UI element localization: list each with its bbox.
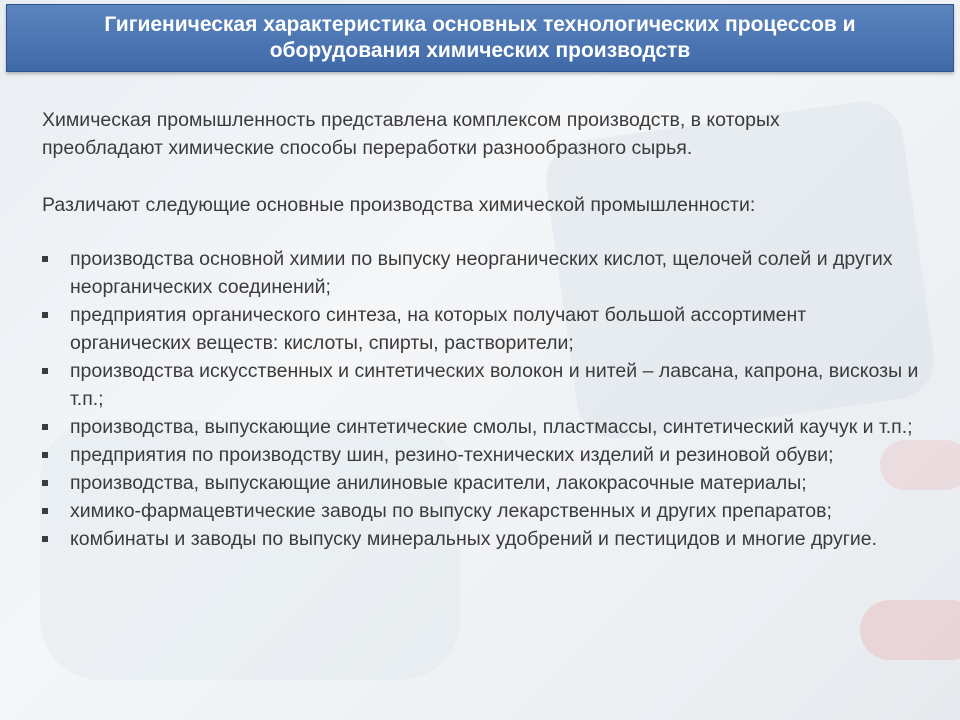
list-item-text: комбинаты и заводы по выпуску минеральных удобрений и пестицидов и многие другие. bbox=[70, 528, 878, 550]
list-item-text: производства, выпускающие синтетические смолы, пластмассы, синтетический каучук и т.п.; bbox=[70, 416, 913, 438]
bullet-icon bbox=[42, 508, 48, 514]
bullet-icon bbox=[42, 256, 48, 262]
slide-body bbox=[42, 106, 922, 553]
slide-title: Гигиеническая характеристика основных технологических процессов и оборудования химических производств bbox=[104, 13, 856, 62]
title-bar bbox=[6, 4, 954, 72]
subheading: Различают следующие основные производства химической промышленности: bbox=[42, 194, 756, 216]
background-decoration bbox=[860, 600, 960, 660]
bullet-icon bbox=[42, 480, 48, 486]
list-item-text: химико-фармацевтические заводы по выпуску лекарственных и других препаратов; bbox=[70, 500, 832, 522]
list-item bbox=[42, 469, 922, 497]
bullet-icon bbox=[42, 368, 48, 374]
list-item bbox=[42, 497, 922, 525]
list-item-text: предприятия по производству шин, резино-технических изделий и резиновой обуви; bbox=[70, 444, 834, 466]
bullet-icon bbox=[42, 312, 48, 318]
list-item bbox=[42, 301, 922, 357]
bullet-icon bbox=[42, 424, 48, 430]
list-item-text: производства искусственных и синтетических волокон и нитей – лавсана, капрона, вискозы и т.п.; bbox=[70, 360, 919, 410]
list-item-text: производства, выпускающие анилиновые красители, лакокрасочные материалы; bbox=[70, 472, 807, 494]
bullet-list bbox=[42, 245, 922, 553]
list-item bbox=[42, 357, 922, 413]
bullet-icon bbox=[42, 536, 48, 542]
list-item-text: производства основной химии по выпуску неорганических кислот, щелочей солей и других неорганических соединений; bbox=[70, 248, 893, 298]
list-item bbox=[42, 413, 922, 441]
list-item bbox=[42, 441, 922, 469]
list-item bbox=[42, 245, 922, 301]
list-item bbox=[42, 525, 922, 553]
list-item-text: предприятия органического синтеза, на которых получают большой ассортимент органических веществ: кислоты, спирты, растворители; bbox=[70, 304, 807, 354]
bullet-icon bbox=[42, 452, 48, 458]
intro-paragraph: Химическая промышленность представлена комплексом производств, в которых преобладают химические способы переработки разнообразного сырья. bbox=[42, 109, 780, 159]
